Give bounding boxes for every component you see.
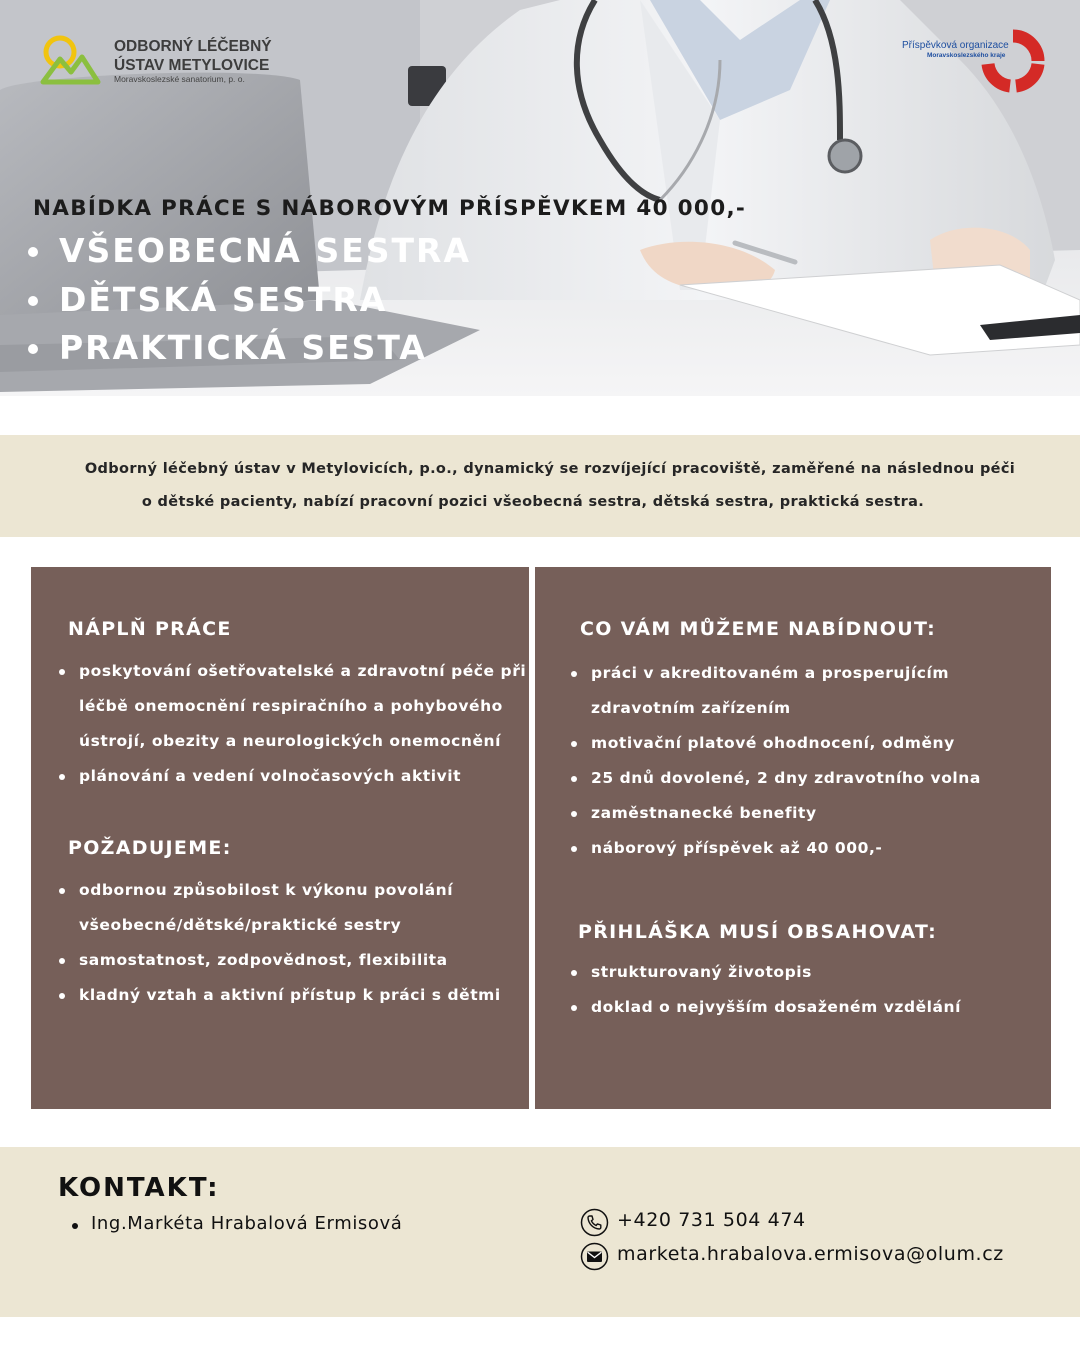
bullet <box>571 970 577 976</box>
intro-band <box>0 435 1080 537</box>
requirements-title: POŽADUJEME: <box>68 837 232 859</box>
region-logo-line1: Příspěvková organizace <box>902 40 1009 51</box>
requirements-list <box>59 873 501 1013</box>
list-item <box>571 796 981 831</box>
list-item <box>59 978 501 1013</box>
region-logo <box>900 28 1050 94</box>
bullet <box>72 1223 78 1229</box>
job-description-title: NÁPLŇ PRÁCE <box>68 618 232 640</box>
bullet <box>571 1005 577 1011</box>
bullet <box>59 993 65 999</box>
phone-number[interactable]: +420 731 504 474 <box>617 1209 806 1231</box>
bullet <box>571 811 577 817</box>
institute-logo <box>40 35 280 90</box>
list-item <box>571 656 981 726</box>
institute-name: ODBORNÝ LÉČEBNÝ ÚSTAV METYLOVICE <box>114 38 272 74</box>
email-address[interactable]: marketa.hrabalova.ermisova@olum.cz <box>617 1243 1004 1265</box>
list-item-line: poskytování ošetřovatelské a zdravotní péče při <box>79 662 527 680</box>
list-item-line: náborový příspěvek až 40 000,- <box>591 839 883 857</box>
list-item-line: plánování a vedení volnočasových aktivit <box>79 767 462 785</box>
bullet <box>59 774 65 780</box>
list-item <box>59 654 526 759</box>
offer-title: CO VÁM MŮŽEME NABÍDNOUT: <box>580 618 937 640</box>
list-item <box>59 759 526 794</box>
list-item <box>59 873 501 943</box>
phone-icon <box>580 1208 609 1237</box>
position-label: DĚTSKÁ SESTRA <box>59 279 388 319</box>
list-item-line: zaměstnanecké benefity <box>591 804 817 822</box>
list-item-line: odbornou způsobilost k výkonu povolání <box>79 881 454 899</box>
list-item <box>571 831 981 866</box>
offer-list <box>571 656 981 866</box>
institute-subtitle: Moravskoslezské sanatorium, p. o. <box>114 74 245 84</box>
list-item <box>571 761 981 796</box>
position-item <box>28 227 471 276</box>
list-item-line: 25 dnů dovolené, 2 dny zdravotního volna <box>591 769 981 787</box>
region-logo-line2: Moravskoslezského kraje <box>927 52 1006 59</box>
bullet <box>28 296 38 306</box>
application-title: PŘIHLÁŠKA MUSÍ OBSAHOVAT: <box>578 921 937 943</box>
bullet <box>571 741 577 747</box>
list-item-line: doklad o nejvyšším dosaženém vzdělání <box>591 998 962 1016</box>
contact-section <box>0 1147 1080 1317</box>
position-item <box>28 324 471 373</box>
contact-title: KONTAKT: <box>58 1173 220 1203</box>
list-item-line: práci v akreditovaném a prosperujícím <box>591 664 950 682</box>
bullet <box>59 958 65 964</box>
bullet <box>571 776 577 782</box>
job-description-list <box>59 654 526 794</box>
bullet <box>571 671 577 677</box>
position-label: VŠEOBECNÁ SESTRA <box>59 231 471 270</box>
intro-line-1: Odborný léčebný ústav v Metylovicích, p.o., dynamický se rozvíjející pracoviště, zaměřené na následnou péči <box>84 461 1016 477</box>
job-offer-tagline: NABÍDKA PRÁCE S NÁBOROVÝM PŘÍSPĚVKEM 40 000,- <box>33 196 747 221</box>
job-details-panel <box>31 567 529 1109</box>
bullet <box>59 888 65 894</box>
intro-line-2: o dětské pacienty, nabízí pracovní pozici všeobecná sestra, dětská sestra, praktická sestra. <box>141 494 925 510</box>
list-item-line: kladný vztah a aktivní přístup k práci s dětmi <box>79 986 501 1004</box>
bullet <box>28 247 38 257</box>
list-item-line: zdravotním zařízením <box>591 699 791 717</box>
positions-list <box>28 227 471 373</box>
list-item-line: všeobecné/dětské/praktické sestry <box>79 916 402 934</box>
mountain-sun-logo-icon <box>40 35 102 87</box>
region-ring-icon <box>980 28 1046 94</box>
envelope-icon <box>580 1242 609 1271</box>
hero-banner <box>0 0 1080 396</box>
list-item-line: ústrojí, obezity a neurologických onemocnění <box>79 732 501 750</box>
bullet <box>571 846 577 852</box>
list-item <box>571 726 981 761</box>
list-item-line: léčbě onemocnění respiračního a pohybového <box>79 697 503 715</box>
contact-person-name: Ing.Markéta Hrabalová Ermisová <box>91 1213 403 1234</box>
position-label: PRAKTICKÁ SESTA <box>59 328 427 367</box>
contact-person <box>72 1213 402 1234</box>
list-item <box>59 943 501 978</box>
bullet <box>28 344 38 354</box>
list-item <box>571 990 961 1025</box>
list-item-line: strukturovaný životopis <box>591 963 812 981</box>
application-list <box>571 955 961 1025</box>
offer-panel <box>535 567 1051 1109</box>
position-item <box>28 276 471 325</box>
list-item <box>571 955 961 990</box>
list-item-line: samostatnost, zodpovědnost, flexibilita <box>79 951 448 969</box>
list-item-line: motivační platové ohodnocení, odměny <box>591 734 955 752</box>
bullet <box>59 669 65 675</box>
